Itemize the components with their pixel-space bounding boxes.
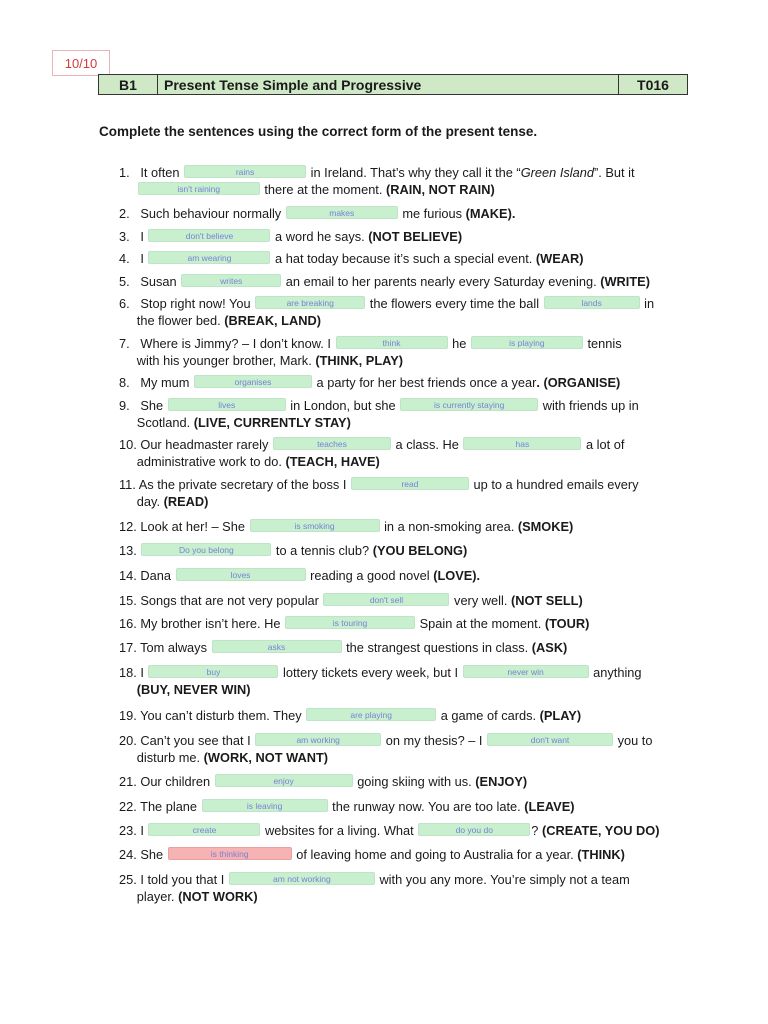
sentence-text: Scotland. [136,415,191,430]
verb-hint: (READ) [163,494,209,509]
sentence-text: player. [136,889,175,904]
answer-field[interactable]: are playing [306,708,436,721]
item-number: 5. [119,274,130,289]
answer-field[interactable]: never win [463,665,589,678]
item-number: 14. [119,568,137,583]
answer-field[interactable]: am not working [229,872,375,885]
exercise-10 [119,436,697,470]
answer-field[interactable]: are breaking [255,296,365,309]
sentence-text: the flower bed. [136,313,221,328]
sentence-text: me furious [402,206,463,221]
sentence-text: My mum [140,375,190,390]
exercise-14 [119,567,697,584]
answer-field[interactable]: is currently staying [400,398,538,411]
sentence-text: Such behaviour normally [140,206,282,221]
verb-hint: (TEACH, HAVE) [285,454,380,469]
sentence-text: You can’t disturb them. They [140,708,302,723]
sentence-text: very well. [454,593,508,608]
worksheet-code: T016 [618,75,687,94]
sentence-text: I [140,229,144,244]
answer-field[interactable]: read [351,477,469,490]
answer-field[interactable]: don't sell [323,593,449,606]
verb-hint: (LEAVE) [524,799,575,814]
answer-field[interactable]: is smoking [250,519,380,532]
answer-field[interactable]: teaches [273,437,391,450]
sentence-text: I [140,665,144,680]
verb-hint: (CREATE, YOU DO) [541,823,660,838]
answer-field[interactable]: is leaving [202,799,328,812]
item-number: 22. [119,799,137,814]
item-number: 23. [119,823,137,838]
exercise-5 [119,273,697,290]
exercise-1 [119,164,697,198]
sentence-text: in Ireland. That’s why they call it the “ [310,165,521,180]
item-number: 3. [119,229,130,244]
sentence-text: ? [531,823,539,838]
exercise-21 [119,773,697,790]
sentence-text: administrative work to do. [136,454,282,469]
sentence-text: in [644,296,655,311]
exercise-3 [119,228,697,245]
exercise-6 [119,295,697,329]
exercise-15 [119,592,697,609]
answer-field[interactable]: think [336,336,448,349]
sentence-text: a party for her best friends once a year [316,375,537,390]
exercise-4 [119,250,697,267]
exercise-24 [119,846,697,863]
verb-hint: (LIVE, CURRENTLY STAY) [193,415,351,430]
item-number: 8. [119,375,130,390]
sentence-text: the runway now. You are too late. [332,799,521,814]
exercise-12 [119,518,697,535]
sentence-text: Dana [140,568,171,583]
item-number: 6. [119,296,130,311]
verb-hint: (ASK) [531,640,568,655]
item-number: 18. [119,665,137,680]
item-number: 17. [119,640,137,655]
sentence-text: I told you that I [140,872,225,887]
sentence-text: you to [617,733,653,748]
item-number: 2. [119,206,130,221]
sentence-text: It often [140,165,180,180]
answer-field[interactable]: loves [176,568,306,581]
item-number: 21. [119,774,137,789]
answer-field[interactable]: makes [286,206,398,219]
sentence-text: up to a hundred emails every [473,477,639,492]
sentence-text: the strangest questions in class. [346,640,529,655]
answer-field[interactable]: has [463,437,581,450]
answer-field[interactable]: isn't raining [138,182,260,195]
sentence-text: on my thesis? – I [385,733,483,748]
verb-hint: (ENJOY) [475,774,528,789]
exercise-23 [119,822,697,839]
sentence-text: with you any more. You’re simply not a team [379,872,630,887]
sentence-text: websites for a living. What [265,823,414,838]
exercise-8 [119,374,697,391]
sentence-text: with friends up in [542,398,639,413]
item-number: 20. [119,733,137,748]
answer-field[interactable]: lives [168,398,286,411]
sentence-text: Green Island [520,165,594,180]
exercise-22 [119,798,697,815]
sentence-text: a class. He [395,437,459,452]
item-number: 12. [119,519,137,534]
item-number: 4. [119,251,130,266]
item-number: 24. [119,847,137,862]
answer-field[interactable]: am working [255,733,381,746]
answer-field[interactable]: enjoy [215,774,353,787]
sentence-text: disturb me. [136,750,201,765]
verb-hint: (WRITE) [600,274,650,289]
verb-hint: (YOU BELONG) [372,543,468,558]
item-number: 11. [119,477,136,492]
exercise-11 [119,476,697,510]
answer-field[interactable]: do you do [418,823,530,836]
verb-hint: (BREAK, LAND) [224,313,321,328]
exercise-25 [119,871,697,905]
verb-hint: (PLAY) [539,708,582,723]
verb-hint: (NOT SELL) [510,593,583,608]
sentence-text: Songs that are not very popular [140,593,319,608]
answer-field[interactable]: am wearing [148,251,270,264]
sentence-text: Look at her! – She [140,519,245,534]
sentence-text: Stop right now! You [140,296,251,311]
verb-hint: (THINK) [577,847,625,862]
sentence-text: My brother isn’t here. He [140,616,281,631]
item-number: 13. [119,543,137,558]
sentence-text: Can’t you see that I [140,733,251,748]
item-number: 19. [119,708,137,723]
verb-hint: (RAIN, NOT RAIN) [385,182,495,197]
sentence-text: of leaving home and going to Australia for a year. [296,847,574,862]
sentence-text: in a non-smoking area. [384,519,515,534]
verb-hint: (BUY, NEVER WIN) [136,682,251,697]
answer-field[interactable]: asks [212,640,342,653]
sentence-text: Our children [140,774,211,789]
sentence-text: a lot of [585,437,625,452]
item-number: 16. [119,616,137,631]
answer-field[interactable]: is playing [471,336,583,349]
sentence-text: day. [136,494,161,509]
answer-field[interactable]: create [148,823,260,836]
sentence-text: ”. But it [593,165,635,180]
sentence-text: Tom always [140,640,207,655]
verb-hint: (TOUR) [544,616,590,631]
verb-hint: (LOVE). [433,568,481,583]
sentence-text: there at the moment. [264,182,383,197]
answer-field-incorrect[interactable]: is thinking [168,847,292,860]
item-number: 1. [119,165,130,180]
verb-hint: (NOT BELIEVE) [368,229,463,244]
exercise-19 [119,707,697,724]
answer-field[interactable]: rains [184,165,306,178]
answer-field[interactable]: lands [544,296,640,309]
sentence-text: with his younger brother, Mark. [136,353,312,368]
exercise-20 [119,732,697,766]
sentence-text: Our headmaster rarely [140,437,269,452]
exercise-2 [119,205,697,222]
sentence-text: She [140,398,164,413]
verb-hint: (NOT WORK) [178,889,258,904]
exercise-17 [119,639,697,656]
sentence-text: Spain at the moment. [419,616,542,631]
worksheet-header [98,74,688,95]
worksheet-title: Present Tense Simple and Progressive [164,76,422,93]
sentence-text: to a tennis club? [275,543,370,558]
item-number: 25. [119,872,137,887]
item-number: 10. [119,437,137,452]
exercise-16 [119,615,697,632]
sentence-text: a game of cards. [440,708,537,723]
exercise-18 [119,664,697,698]
exercise-13 [119,542,697,559]
level-label: B1 [99,75,158,94]
sentence-text: lottery tickets every week, but I [283,665,459,680]
sentence-text: Where is Jimmy? – I don’t know. I [140,336,331,351]
item-number: 7. [119,336,130,351]
sentence-text: an email to her parents nearly every Saturday evening. [285,274,597,289]
sentence-text: I [140,251,144,266]
item-number: 15. [119,593,137,608]
verb-hint: (WEAR) [535,251,584,266]
item-number: 9. [119,398,130,413]
instructions: Complete the sentences using the correct form of the present tense. [99,124,538,139]
sentence-text: reading a good novel [310,568,430,583]
verb-hint: . (ORGANISE) [536,375,621,390]
sentence-text: The plane [140,799,198,814]
sentence-text: the flowers every time the ball [369,296,540,311]
sentence-text: a word he says. [275,229,365,244]
answer-field[interactable]: don't want [487,733,613,746]
answer-field[interactable]: buy [148,665,278,678]
answer-field[interactable]: organises [194,375,312,388]
sentence-text: I [140,823,144,838]
verb-hint: (WORK, NOT WANT) [203,750,329,765]
sentence-text: in London, but she [290,398,396,413]
sentence-text: As the private secretary of the boss I [138,477,347,492]
verb-hint: (SMOKE) [517,519,574,534]
sentence-text: anything [593,665,642,680]
score-badge: 10/10 [52,50,110,76]
exercise-9 [119,397,697,431]
sentence-text: a hat today because it’s such a special event. [275,251,533,266]
verb-hint: (MAKE). [465,206,516,221]
sentence-text: tennis [587,336,622,351]
sentence-text: going skiing with us. [357,774,472,789]
sentence-text: he [452,336,467,351]
answer-field[interactable]: Do you belong [141,543,271,556]
sentence-text: She [140,847,164,862]
exercise-7 [119,335,697,369]
answer-field[interactable]: don't believe [148,229,270,242]
answer-field[interactable]: is touring [285,616,415,629]
verb-hint: (THINK, PLAY) [315,353,404,368]
sentence-text: Susan [140,274,177,289]
answer-field[interactable]: writes [181,274,281,287]
